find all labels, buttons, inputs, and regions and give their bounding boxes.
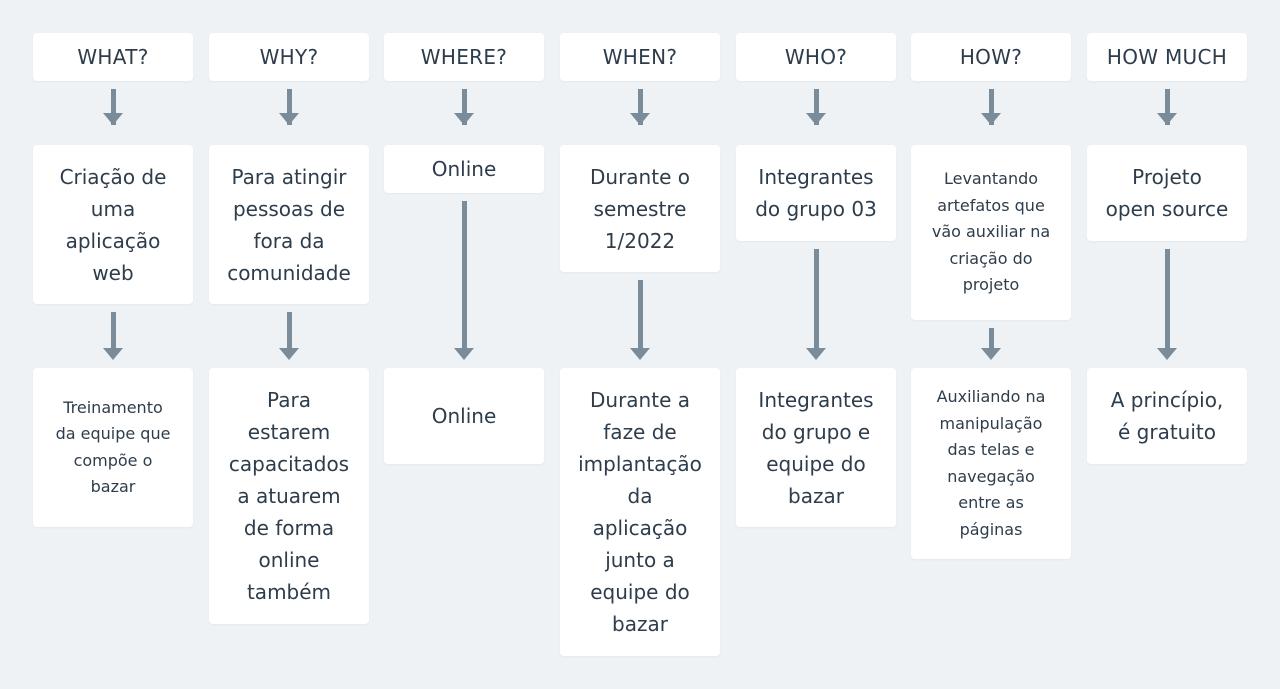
- header-when: WHEN?: [560, 33, 720, 81]
- header-how-much: HOW MUCH: [1087, 33, 1247, 81]
- header-where: WHERE?: [384, 33, 544, 81]
- where-description: Online: [384, 145, 544, 193]
- header-who: WHO?: [736, 33, 896, 81]
- how-much-description: Projeto open source: [1087, 145, 1247, 241]
- column-how: [911, 0, 1071, 689]
- column-what: [33, 0, 193, 689]
- what-description: Criação de uma aplicação web: [33, 145, 193, 304]
- header-how: HOW?: [911, 33, 1071, 81]
- column-who: [736, 0, 896, 689]
- who-detail: Integrantes do grupo e equipe do bazar: [736, 368, 896, 527]
- why-detail: Para estarem capacitados a atuarem de forma online também: [209, 368, 369, 624]
- column-when: [560, 0, 720, 689]
- how-detail: Auxiliando na manipulação das telas e navegação entre as páginas: [911, 368, 1071, 559]
- when-description: Durante o semestre 1/2022: [560, 145, 720, 272]
- when-detail: Durante a faze de implantação da aplicação junto a equipe do bazar: [560, 368, 720, 656]
- where-detail: Online: [384, 368, 544, 464]
- column-where: [384, 0, 544, 689]
- column-how-much: [1087, 0, 1247, 689]
- column-why: [209, 0, 369, 689]
- why-description: Para atingir pessoas de fora da comunidade: [209, 145, 369, 304]
- header-why: WHY?: [209, 33, 369, 81]
- how-description: Levantando artefatos que vão auxiliar na criação do projeto: [911, 145, 1071, 320]
- what-detail: Treinamento da equipe que compõe o bazar: [33, 368, 193, 527]
- header-what: WHAT?: [33, 33, 193, 81]
- who-description: Integrantes do grupo 03: [736, 145, 896, 241]
- how-much-detail: A princípio, é gratuito: [1087, 368, 1247, 464]
